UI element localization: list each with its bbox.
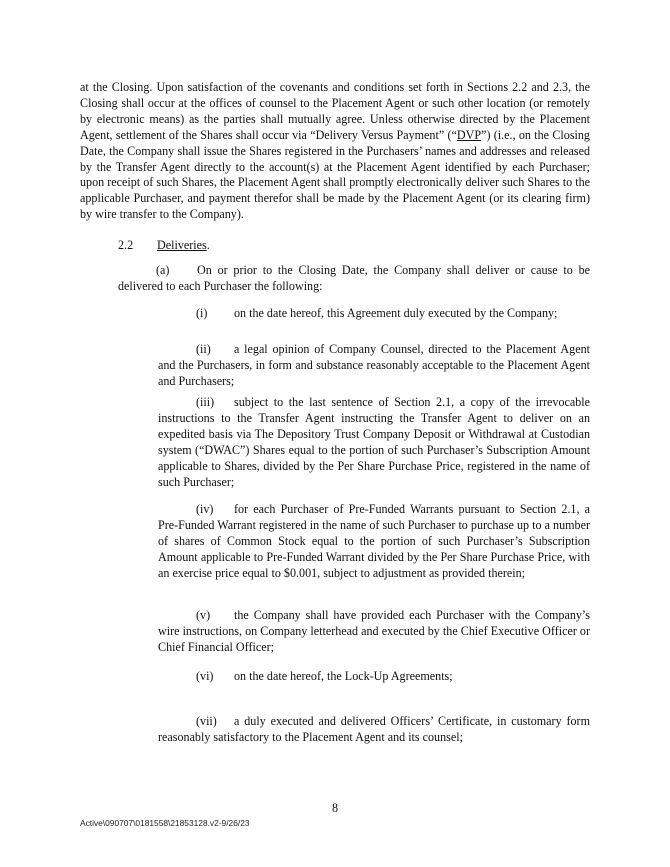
list-item-vi — [158, 669, 590, 685]
item-label: (iii) — [196, 395, 215, 409]
list-item-iv — [158, 502, 590, 582]
item-text: on the date hereof, this Agreement duly executed by the Company; — [234, 306, 558, 320]
list-item-i — [158, 306, 590, 322]
item-label: (vi) — [196, 669, 214, 683]
list-item-iii — [158, 395, 590, 490]
item-text: subject to the last sentence of Section 2.1, a copy of the irrevocable instructions to the Transfer Agent instructing the Transfer Agent to deliver on an expedited basis via The Depository Trust Company Deposit or Withdrawal at Custodian system (“DWAC”) Shares equal to the portion of such Purchaser’s Subscription Amount applicable to Shares, divided by the Per Share Purchase Price, registered in the name of such Purchaser; — [158, 395, 590, 489]
item-label: (v) — [196, 608, 211, 622]
item-text: a duly executed and delivered Officers’ Certificate, in customary form reasonably satisfactory to the Placement Agent and its counsel; — [158, 714, 590, 744]
list-item-vii — [158, 714, 590, 746]
item-label: (i) — [196, 306, 208, 320]
subsection-a-text: On or prior to the Closing Date, the Company shall deliver or cause to be delivered to each Purchaser the following: — [118, 263, 590, 293]
item-text: a legal opinion of Company Counsel, directed to the Placement Agent and the Purchasers, in form and substance reasonably acceptable to the Placement Agent and Purchasers; — [158, 342, 590, 388]
list-item-v — [158, 608, 590, 656]
page-number: 8 — [331, 801, 339, 815]
opening-paragraph — [80, 80, 590, 223]
item-label: (ii) — [196, 342, 211, 356]
subsection-a-label: (a) — [156, 263, 170, 277]
section-title: Deliveries — [157, 238, 207, 252]
dvp-term: DVP — [456, 127, 482, 142]
section-number: 2.2 — [118, 238, 134, 252]
item-text: for each Purchaser of Pre-Funded Warrants pursuant to Section 2.1, a Pre-Funded Warrant registered in the name of such Purchaser to purchase up to a number of shares of Common Stock equal to the portion of such Purchaser’s Subscription Amount applicable to Pre-Funded Warrant divided by the Per Share Purchase Price, with an exercise price equal to $0.001, subject to adjustment as provided therein; — [158, 502, 590, 580]
item-text: on the date hereof, the Lock-Up Agreements; — [234, 669, 453, 683]
subsection-a — [118, 263, 590, 295]
item-text: the Company shall have provided each Purchaser with the Company’s wire instructions, on Company letterhead and executed by the Chief Executive Officer or Chief Financial Officer; — [158, 608, 590, 654]
opening-text-1: at the Closing. Upon satisfaction of the covenants and conditions set forth in Sections 2.2 and 2.3, the Closing shall occur at the offices of counsel to the Placement Agent or such other location (or remotely by electronic means) as the parties shall mutually agree. Unless otherwise directed by the Placement Agent, settlement of the Shares shall occur via “Delivery Versus Payment” (“ — [80, 80, 590, 142]
item-label: (vii) — [196, 714, 217, 728]
document-footer-id: Active\090707\0181558\21853128.v2-9/26/23 — [80, 818, 250, 828]
list-item-ii — [158, 342, 590, 390]
item-label: (iv) — [196, 502, 214, 516]
section-heading: 2.2 Deliveries. — [118, 238, 210, 252]
opening-text-2: ”) (i.e., on the Closing Date, the Company shall issue the Shares registered in the Purchasers’ names and addresses and released by the Transfer Agent directly to the account(s) at the Placement Agent identified by each Purchaser; upon receipt of such Shares, the Placement Agent shall promptly electronically deliver such Shares to the applicable Purchaser, and payment therefor shall be made by the Placement Agent (or its clearing firm) by wire transfer to the Company). — [80, 127, 590, 222]
